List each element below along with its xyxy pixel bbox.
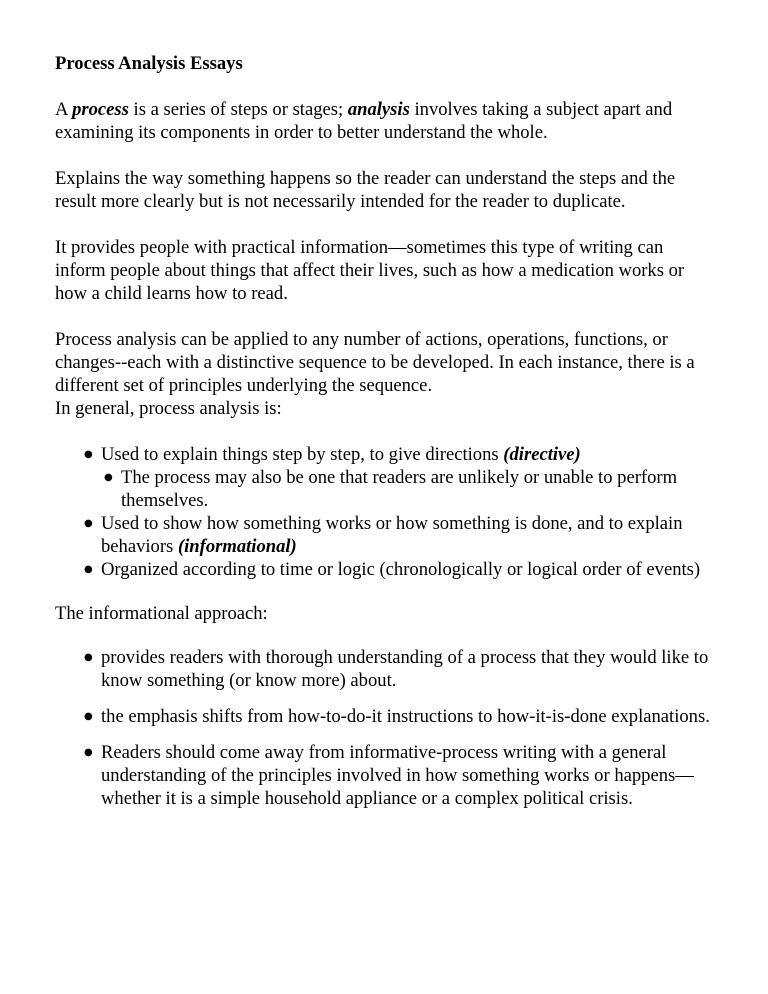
applied-paragraph: Process analysis can be applied to any number of actions, operations, functions, or changes--each with a distinctive sequence to be developed. In each instance, there is a different set of principles underlying the sequence. bbox=[55, 329, 695, 396]
list-item bbox=[55, 705, 715, 728]
emphasis-directive: (directive) bbox=[503, 444, 581, 465]
page-title: Process Analysis Essays bbox=[55, 53, 243, 74]
list-item-text: The process may also be one that readers are unlikely or unable to perform themselves. bbox=[121, 467, 678, 511]
list-item-text: Used to explain things step by step, to give directions bbox=[101, 444, 504, 465]
general-list bbox=[55, 443, 715, 581]
explains-paragraph: Explains the way something happens so the reader can understand the steps and the result more clearly but is not necessarily intended for the reader to duplicate. bbox=[55, 168, 676, 212]
informational-list bbox=[55, 646, 715, 810]
sub-list bbox=[101, 466, 715, 512]
bullet-icon: ● bbox=[104, 472, 113, 483]
list-item bbox=[55, 646, 715, 692]
bullet-icon: ● bbox=[84, 747, 93, 758]
document-body bbox=[55, 52, 715, 810]
provides-paragraph: It provides people with practical information—sometimes this type of writing can inform people about things that affect their lives, such as how a medication works or how a child learns how to read. bbox=[55, 237, 685, 304]
list-item-text: the emphasis shifts from how-to-do-it instructions to how-it-is-done explanations. bbox=[101, 706, 710, 727]
bullet-icon: ● bbox=[84, 518, 93, 529]
list-item-text: provides readers with thorough understanding of a process that they would like to know something (or know more) about. bbox=[101, 647, 709, 691]
bullet-icon: ● bbox=[84, 652, 93, 663]
informational-heading: The informational approach: bbox=[55, 603, 268, 624]
bullet-icon: ● bbox=[84, 711, 93, 722]
list-item bbox=[55, 558, 715, 581]
bullet-icon: ● bbox=[84, 449, 93, 460]
bullet-icon: ● bbox=[84, 564, 93, 575]
emphasis-informational: (informational) bbox=[177, 536, 297, 557]
definition-paragraph bbox=[55, 98, 715, 144]
in-general-paragraph: In general, process analysis is: bbox=[55, 398, 282, 419]
list-item-text: Used to show how something works or how something is done, and to explain behaviors bbox=[101, 513, 683, 557]
list-item bbox=[55, 443, 715, 512]
list-item bbox=[101, 466, 715, 512]
term-process: process bbox=[72, 99, 129, 120]
list-item-text: Readers should come away from informative-process writing with a general understanding of the principles involved in how something works or happens—whether it is a simple household appliance or a complex political crisis. bbox=[101, 742, 694, 809]
list-item bbox=[55, 741, 715, 810]
definition-text: involves taking a subject apart and examining its components in order to better understand the whole. bbox=[55, 99, 673, 143]
list-item-text: Organized according to time or logic (chronologically or logical order of events) bbox=[101, 559, 701, 580]
definition-text: is a series of steps or stages; bbox=[128, 99, 348, 120]
term-analysis: analysis bbox=[347, 99, 410, 120]
list-item bbox=[55, 512, 715, 558]
definition-text: A bbox=[55, 99, 73, 120]
